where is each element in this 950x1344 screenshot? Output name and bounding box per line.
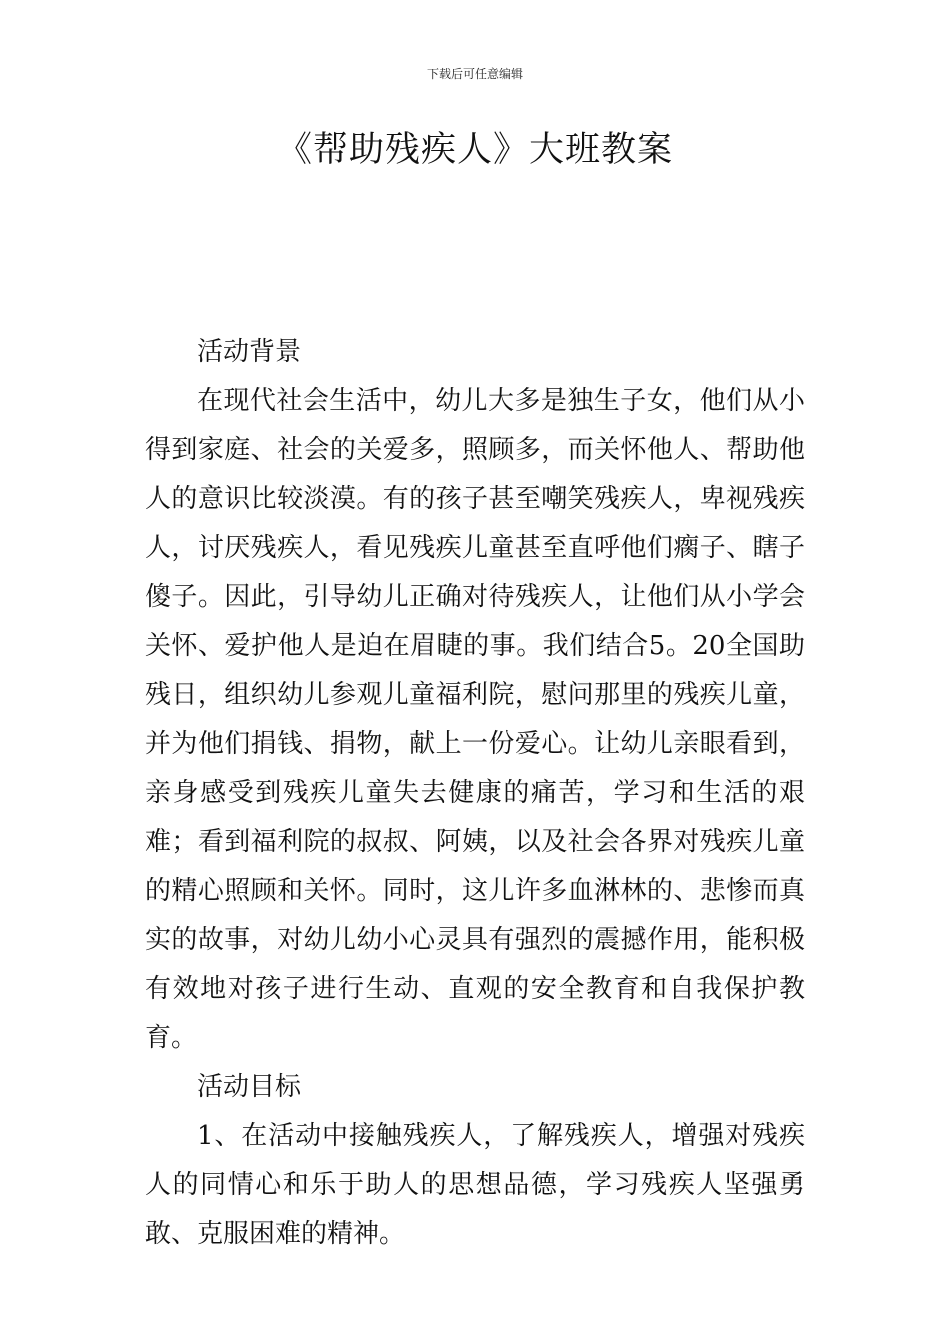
section-heading-goals: 活动目标 [197,1072,302,1102]
paragraph-goal-1: 1、在活动中接触残疾人，了解残疾人，增强对残疾人的同情心和乐于助人的思想品德，学习残疾人坚强勇敢、克服困难的精神。 [145,1121,805,1249]
section-heading-background: 活动背景 [197,337,302,367]
paragraph-background: 在现代社会生活中，幼儿大多是独生子女，他们从小得到家庭、社会的关爱多，照顾多，而关怀他人、帮助他人的意识比较淡漠。有的孩子甚至嘲笑残疾人，卑视残疾人，讨厌残疾人，看见残疾儿童甚至直呼他们瘸子、瞎子傻子。因此，引导幼儿正确对待残疾人，让他们从小学会关怀、爱护他人是迫在眉睫的事。我们结合5。20全国助残日，组织幼儿参观儿童福利院，慰问那里的残疾儿童，并为他们捐钱、捐物，献上一份爱心。让幼儿亲眼看到，亲身感受到残疾儿童失去健康的痛苦，学习和生活的艰难；看到福利院的叔叔、阿姨，以及社会各界对残疾儿童的精心照顾和关怀。同时，这儿许多血淋林的、悲惨而真实的故事，对幼儿幼小心灵具有强烈的震撼作用，能积极有效地对孩子进行生动、直观的安全教育和自我保护教育。 [145,386,805,1053]
document-body [145,328,805,1259]
document-title: 《帮助残疾人》大班教案 [276,130,673,170]
header-note: 下载后可任意编辑 [426,67,523,81]
